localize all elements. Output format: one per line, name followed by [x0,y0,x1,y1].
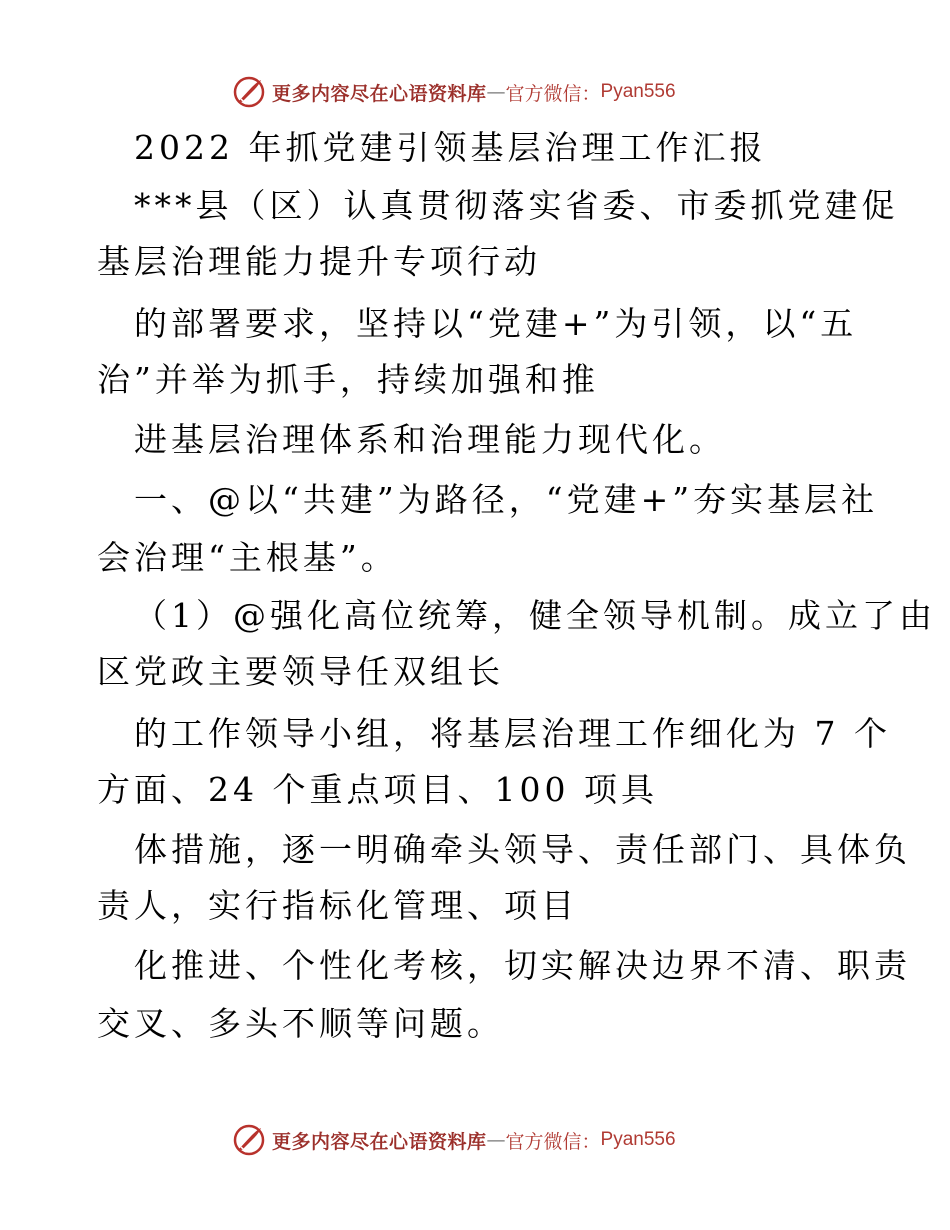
banner-site-text: 更多内容尽在心语资料库 [272,1130,487,1153]
doc-section-heading: 会治理“主根基”。 [97,538,398,577]
footer-watermark-banner [0,1120,950,1160]
banner-site-text: 更多内容尽在心语资料库 [272,82,487,105]
banner-wechat-label: 官方微信： [505,82,601,105]
doc-paragraph-line: 体措施，逐一明确牵头领导、责任部门、具体负 [134,830,911,869]
doc-paragraph-line: 的工作领导小组，将基层治理工作细化为 7 个 [134,714,891,753]
quill-logo-icon [232,1123,266,1157]
banner-wechat-id: Pyan556 [600,1129,676,1150]
doc-section-heading: 一、@以“共建”为路径，“党建+”夯实基层社 [134,480,879,519]
banner-wechat-label: 官方微信： [505,1130,601,1153]
doc-paragraph-line: （1）@强化高位统筹，健全领导机制。成立了由 [134,596,936,635]
doc-paragraph-line: 交叉、多头不顺等问题。 [97,1004,504,1043]
banner-dash: — [486,1129,506,1151]
doc-paragraph-line: 的部署要求，坚持以“党建+”为引领，以“五 [134,304,858,343]
doc-paragraph-line: 区党政主要领导任双组长 [97,652,504,691]
quill-logo-icon [232,75,266,109]
doc-paragraph-line: 方面、24 个重点项目、100 项具 [97,770,658,809]
banner-dash: — [486,81,506,103]
doc-title: 2022 年抓党建引领基层治理工作汇报 [134,128,767,167]
doc-paragraph-line: 化推进、个性化考核，切实解决边界不清、职责 [134,946,911,985]
doc-paragraph-line: ***县（区）认真贯彻落实省委、市委抓党建促 [134,186,899,225]
header-watermark-banner [0,72,950,112]
doc-paragraph-line: 基层治理能力提升专项行动 [97,242,541,281]
doc-paragraph-line: 进基层治理体系和治理能力现代化。 [134,420,726,459]
doc-paragraph-line: 治”并举为抓手，持续加强和推 [97,360,599,399]
doc-paragraph-line: 责人，实行指标化管理、项目 [97,886,578,925]
banner-wechat-id: Pyan556 [600,81,676,102]
